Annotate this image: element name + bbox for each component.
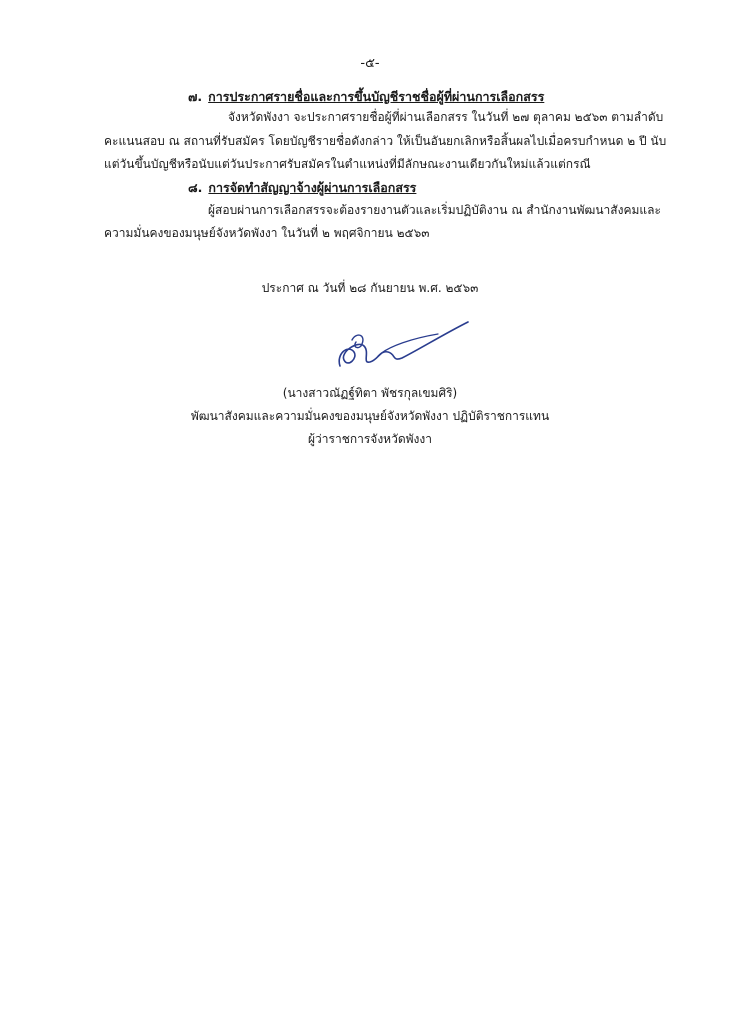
signer-position: พัฒนาสังคมและความมั่นคงของมนุษย์จังหวัดพังงา ปฏิบัติราชการแทน [190, 409, 550, 423]
section-8-title: การจัดทำสัญญาจ้างผู้ผ่านการเลือกสรร [208, 180, 417, 195]
signature-image [318, 316, 478, 376]
section-8-line-2: ความมั่นคงของมนุษย์จังหวัดพังงา ในวันที่ ๒ พฤศจิกายน ๒๕๖๓ [104, 226, 430, 240]
section-7-heading [188, 87, 544, 107]
signature-stroke-main [339, 322, 468, 366]
section-7-line-2: คะแนนสอบ ณ สถานที่รับสมัคร โดยบัญชีรายชื่อดังกล่าว ให้เป็นอันยกเลิกหรือสิ้นผลไปเมื่อครบกำหนด ๒ ปี นับ [104, 134, 667, 148]
section-8-line-1: ผู้สอบผ่านการเลือกสรรจะต้องรายงานตัวและเริ่มปฏิบัติงาน ณ สำนักงานพัฒนาสังคมและ [208, 203, 661, 217]
section-7-title: การประกาศรายชื่อและการขึ้นบัญชีราชชื่อผู้ที่ผ่านการเลือกสรร [208, 89, 545, 104]
section-7-number: ๗. [188, 89, 203, 104]
section-8-heading [188, 178, 416, 198]
section-7-line-1: จังหวัดพังงา จะประกาศรายชื่อผู้ที่ผ่านเลือกสรร ในวันที่ ๒๗ ตุลาคม ๒๕๖๓ ตามลำดับ [228, 110, 664, 124]
page-number: -๕- [360, 56, 380, 71]
section-8-number: ๘. [188, 180, 203, 195]
signature-stroke-tail [378, 334, 438, 356]
signer-name: (นางสาวณัฏฐ์ทิตา พัชรกุลเขมศิริ) [282, 386, 458, 400]
signer-on-behalf-of: ผู้ว่าราชการจังหวัดพังงา [308, 432, 432, 446]
announcement-date: ประกาศ ณ วันที่ ๒๘ กันยายน พ.ศ. ๒๕๖๓ [261, 281, 479, 295]
section-7-line-3: แต่วันขึ้นบัญชีหรือนับแต่วันประกาศรับสมัครในตำแหน่งที่มีลักษณะงานเดียวกันใหม่แล้วแต่กรณี [104, 157, 591, 171]
